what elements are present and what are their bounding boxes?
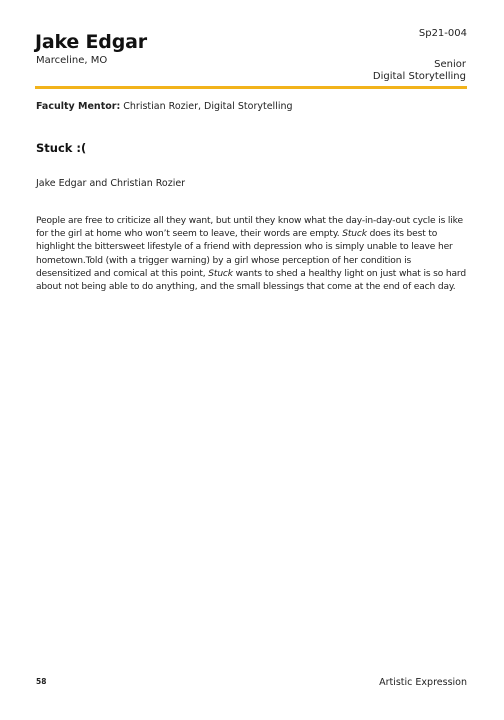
mentor-label: Faculty Mentor:: [36, 101, 121, 112]
abstract-segment-italic: Stuck: [342, 229, 367, 240]
section-name: Artistic Expression: [379, 677, 467, 688]
project-abstract: [36, 215, 468, 294]
abstract-segment: does its best to highlight the bittersweet lifestyle of a friend with depression who is simply unable to leave her hometown.Told (with a trigger warning) by a girl whose perception of her condition is desensitized and comical at this point,: [36, 229, 453, 279]
abstract-segment: wants to shed a healthy light on just what is so hard about not being able to do anything, and the small blessings that come at the end of each day.: [36, 268, 466, 293]
header-divider: [35, 86, 467, 89]
student-major: Digital Storytelling: [372, 71, 466, 82]
page-number: 58: [36, 677, 47, 686]
abstract-segment: People are free to criticize all they want, but until they know what the day-in-day-out cycle is like for the girl at home who won’t seem to leave, their words are empty.: [36, 216, 463, 240]
project-id: Sp21-004: [418, 28, 467, 39]
student-hometown: Marceline, MO: [36, 55, 108, 66]
faculty-mentor: [36, 101, 293, 112]
mentor-value: Christian Rozier, Digital Storytelling: [123, 101, 293, 112]
project-authors: Jake Edgar and Christian Rozier: [36, 178, 186, 189]
student-name: Jake Edgar: [35, 31, 147, 53]
project-title: Stuck :(: [36, 141, 87, 155]
class-year: Senior: [434, 59, 466, 70]
abstract-segment-italic: Stuck: [208, 268, 233, 279]
